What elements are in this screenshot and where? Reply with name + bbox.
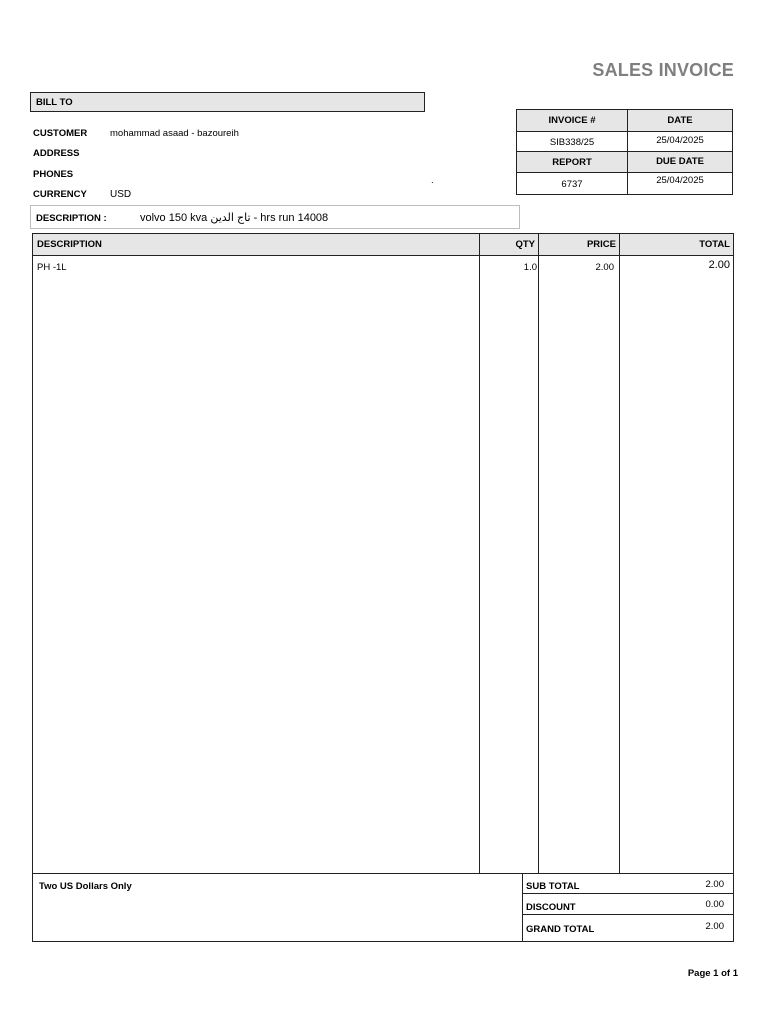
invoice-number-label: INVOICE # <box>517 110 627 131</box>
due-date-value: 25/04/2025 <box>656 175 704 186</box>
customer-label: CUSTOMER <box>33 128 88 139</box>
phones-label: PHONES <box>33 169 74 180</box>
description-box <box>30 205 520 229</box>
grand-total-value: 2.00 <box>705 921 724 932</box>
discount-label: DISCOUNT <box>526 902 576 913</box>
item-description: PH -1L <box>37 262 67 273</box>
item-qty: 1.0 <box>523 262 537 273</box>
invoice-title: SALES INVOICE <box>592 60 734 80</box>
description-value: volvo 150 kva تاج الدين - hrs run 14008 <box>140 212 329 224</box>
date-value: 25/04/2025 <box>656 135 704 146</box>
amount-in-words: Two US Dollars Only <box>39 881 132 892</box>
page-number: Page 1 of 1 <box>687 968 738 979</box>
address-label: ADDRESS <box>33 148 80 159</box>
invoice-number-value: SIB338/25 <box>549 137 595 148</box>
phones-value: . <box>431 175 434 186</box>
currency-label: CURRENCY <box>33 189 87 200</box>
currency-value: USD <box>110 189 132 200</box>
discount-value: 0.00 <box>705 899 724 910</box>
description-label: DESCRIPTION : <box>36 213 107 224</box>
bill-to-heading: BILL TO <box>30 92 425 112</box>
column-header-price: PRICE <box>586 239 616 250</box>
due-date-label: DUE DATE <box>628 152 732 172</box>
report-label: REPORT <box>517 152 627 172</box>
item-total: 2.00 <box>708 259 730 271</box>
grand-total-label: GRAND TOTAL <box>526 924 595 935</box>
sub-total-value: 2.00 <box>705 879 724 890</box>
items-table <box>32 233 734 874</box>
column-header-description: DESCRIPTION <box>37 239 102 250</box>
customer-value: mohammad asaad - bazoureih <box>110 128 239 139</box>
invoice-info-table <box>516 109 733 195</box>
column-header-total: TOTAL <box>699 239 730 250</box>
date-label: DATE <box>628 110 732 131</box>
totals-section <box>32 873 734 942</box>
sub-total-label: SUB TOTAL <box>526 881 580 892</box>
report-value: 6737 <box>561 179 583 190</box>
column-header-qty: QTY <box>515 239 535 250</box>
item-price: 2.00 <box>595 262 614 273</box>
